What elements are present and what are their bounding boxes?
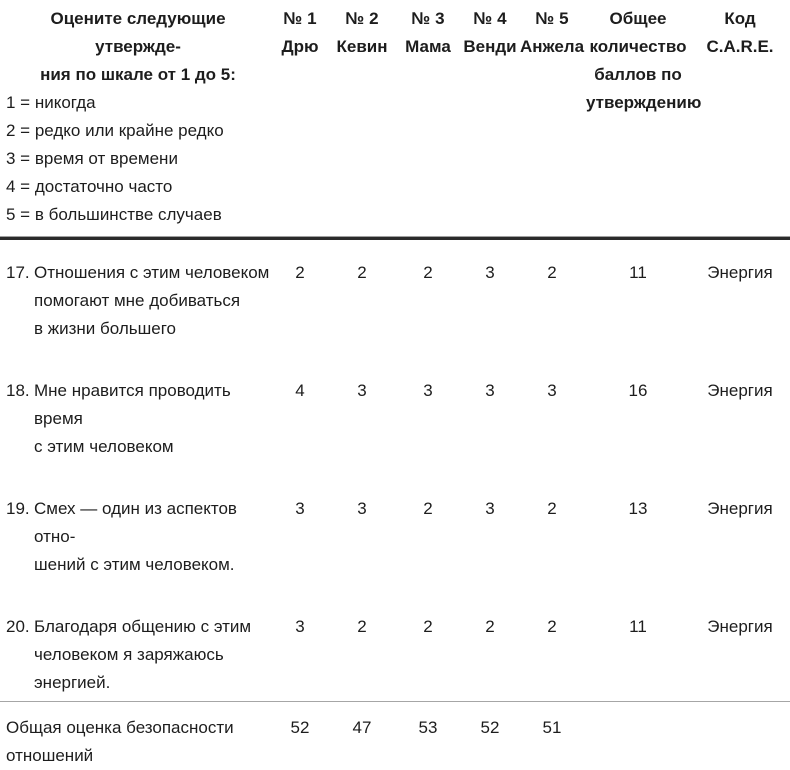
table-row-18 [6,377,790,461]
total-cell: 13 [628,499,648,518]
statement-line: с этим человеком [34,437,174,456]
statement-text [34,495,270,579]
statement-line: Смех — один из аспектов отно- [34,499,237,546]
code-cell: Энергия [707,381,773,400]
table-footer-row [6,714,790,770]
person-name: Анжела [519,37,585,56]
footer-total-person-5: 51 [542,718,562,737]
statement-line: энергией. [34,673,111,692]
score-cell-person-1: 4 [295,381,305,400]
footer-divider-rule [0,701,790,702]
footer-label-line-1: Общая оценка безопасности [6,718,234,737]
scale-legend-item-2: 2 = редко или крайне редко [6,121,224,140]
statement-text [34,377,270,461]
col-header-person-2 [330,5,394,61]
row-number: 18. [6,381,30,400]
score-cell-person-2: 2 [357,617,367,636]
person-name: Дрю [281,37,319,56]
score-cell-person-4: 3 [485,263,495,282]
person-name: Венди [463,37,517,56]
person-name: Кевин [336,37,388,56]
footer-label [6,714,270,770]
statement-header-line-2: ния по шкале от 1 до 5: [40,65,236,84]
score-cell-person-2: 2 [357,263,367,282]
row-number: 19. [6,499,30,518]
statement-cell [6,259,270,343]
code-cell: Энергия [707,263,773,282]
footer-label-line-2: отношений [6,746,94,765]
table-row-17 [6,259,790,343]
statement-line: Мне нравится проводить время [34,381,231,428]
footer-total-person-1: 52 [290,718,310,737]
statement-text [34,613,270,697]
score-cell-person-3: 3 [423,381,433,400]
rating-scale-legend [6,89,270,229]
code-header-line-2: C.A.R.E. [706,37,774,56]
col-header-code [690,5,790,61]
total-header-line-1: Общее [609,9,667,28]
table-header-row [6,0,790,236]
scale-legend-item-1: 1 = никогда [6,93,96,112]
statement-header-line-1: Оцените следующие утвержде- [50,9,226,56]
statement-line: человеком я заряжаюсь [34,645,224,664]
scale-legend-item-3: 3 = время от времени [6,149,178,168]
statement-text [34,259,270,343]
total-cell: 16 [628,381,648,400]
person-number: № 5 [535,9,569,28]
score-cell-person-4: 2 [485,617,495,636]
code-cell: Энергия [707,617,773,636]
score-cell-person-2: 3 [357,499,367,518]
col-header-person-1 [270,5,330,61]
statement-line: Отношения с этим человеком [34,263,270,282]
row-number: 20. [6,617,30,636]
statement-header-title [6,5,270,89]
col-header-person-4 [462,5,518,61]
score-cell-person-3: 2 [423,499,433,518]
score-cell-person-5: 2 [547,617,557,636]
person-name: Мама [405,37,451,56]
statement-line: в жизни большего [34,319,176,338]
scale-legend-item-5: 5 = в большинстве случаев [6,205,222,224]
footer-total-person-2: 47 [352,718,372,737]
table-row-20 [6,613,790,697]
score-cell-person-1: 2 [295,263,305,282]
table-body [6,240,790,697]
statement-cell [6,495,270,579]
score-cell-person-3: 2 [423,263,433,282]
statement-line: шений с этим человеком. [34,555,235,574]
person-number: № 4 [473,9,507,28]
statement-line: помогают мне добиваться [34,291,241,310]
code-cell: Энергия [707,499,773,518]
total-cell: 11 [629,263,647,282]
score-cell-person-3: 2 [423,617,433,636]
score-cell-person-5: 2 [547,263,557,282]
scale-legend-item-4: 4 = достаточно часто [6,177,173,196]
score-cell-person-5: 3 [547,381,557,400]
score-cell-person-4: 3 [485,381,495,400]
col-header-person-3 [394,5,462,61]
code-header-line-1: Код [724,9,756,28]
statement-cell [6,377,270,461]
total-cell: 11 [629,617,647,636]
total-header-line-3: баллов по [594,65,682,84]
score-cell-person-4: 3 [485,499,495,518]
col-header-total [586,5,702,117]
person-number: № 2 [345,9,379,28]
score-cell-person-1: 3 [295,499,305,518]
row-number: 17. [6,263,30,282]
total-header-line-2: количество [589,37,687,56]
total-header-line-4: утверждению [586,93,702,112]
person-number: № 3 [411,9,445,28]
person-number: № 1 [283,9,317,28]
table-row-19 [6,495,790,579]
footer-total-person-3: 53 [418,718,438,737]
footer-total-person-4: 52 [480,718,500,737]
score-cell-person-1: 3 [295,617,305,636]
statement-cell [6,613,270,697]
score-cell-person-5: 2 [547,499,557,518]
col-header-person-5 [518,5,586,61]
score-cell-person-2: 3 [357,381,367,400]
statement-header-cell [6,5,270,229]
statement-line: Благодаря общению с этим [34,617,252,636]
